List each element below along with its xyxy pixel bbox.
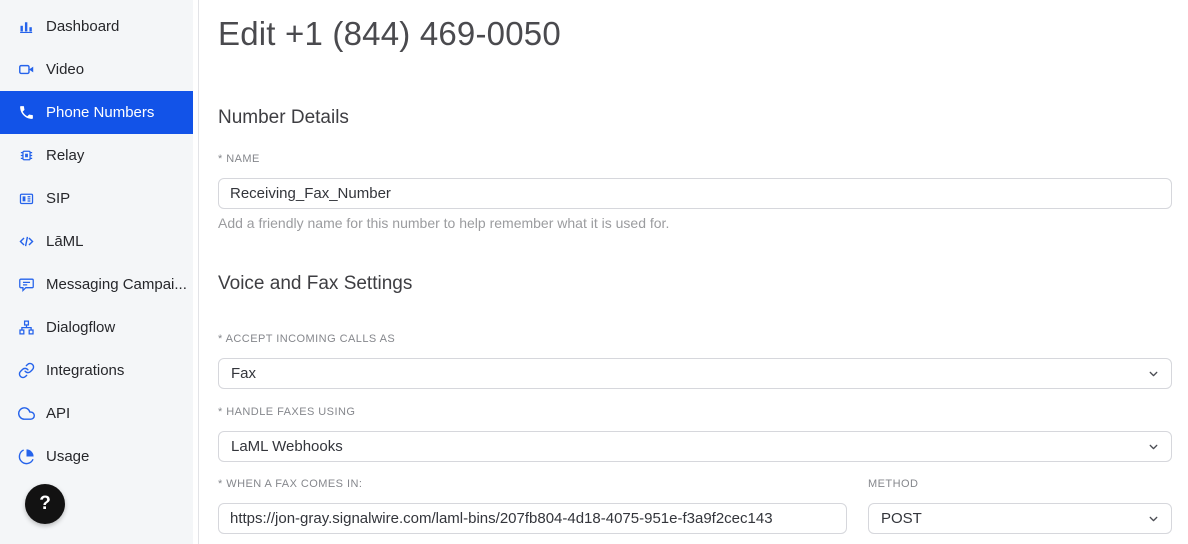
sidebar-item-laml[interactable] xyxy=(0,220,193,263)
link-icon xyxy=(18,362,35,379)
bar-chart-icon xyxy=(18,18,35,35)
pie-chart-icon xyxy=(18,448,35,465)
accept-incoming-value: Fax xyxy=(231,365,257,382)
chevron-down-icon xyxy=(1147,440,1160,453)
method-select[interactable] xyxy=(868,503,1172,534)
chevron-down-icon xyxy=(1147,367,1160,380)
sidebar-item-relay[interactable] xyxy=(0,134,193,177)
sidebar-item-video[interactable] xyxy=(0,48,193,91)
chat-bubble-icon xyxy=(18,276,35,293)
main-content xyxy=(199,0,1188,544)
sidebar-item-label: LāML xyxy=(46,233,84,250)
accept-incoming-label: * ACCEPT INCOMING CALLS AS xyxy=(218,333,396,345)
sidebar-item-label: Dashboard xyxy=(46,18,120,35)
sidebar-item-phone-numbers[interactable] xyxy=(0,91,193,134)
method-label: METHOD xyxy=(868,478,919,490)
accept-incoming-select[interactable] xyxy=(218,358,1172,389)
name-input[interactable] xyxy=(218,178,1172,209)
handle-faxes-select[interactable] xyxy=(218,431,1172,462)
sidebar-item-label: Integrations xyxy=(46,362,125,379)
sidebar-item-label: SIP xyxy=(46,190,71,207)
sidebar-item-label: Video xyxy=(46,61,85,78)
name-helper-text: Add a friendly name for this number to help remember what it is used for. xyxy=(218,215,670,231)
sidebar-item-label: Usage xyxy=(46,448,90,465)
name-label: * NAME xyxy=(218,153,260,165)
sidebar-item-dashboard[interactable] xyxy=(0,5,193,48)
method-value: POST xyxy=(881,510,922,527)
handle-faxes-value: LaML Webhooks xyxy=(231,438,343,455)
sidebar-item-label: Phone Numbers xyxy=(46,104,155,121)
cloud-icon xyxy=(18,405,35,422)
fax-comes-in-label: * WHEN A FAX COMES IN: xyxy=(218,478,363,490)
sidebar-item-sip[interactable] xyxy=(0,177,193,220)
sidebar-item-messaging-campaigns[interactable] xyxy=(0,263,193,306)
sidebar-item-label: Dialogflow xyxy=(46,319,116,336)
sidebar-item-label: Messaging Campai... xyxy=(46,276,187,293)
sidebar-item-integrations[interactable] xyxy=(0,349,193,392)
question-mark-icon: ? xyxy=(39,493,51,514)
sidebar-item-label: API xyxy=(46,405,71,422)
sidebar-item-api[interactable] xyxy=(0,392,193,435)
fax-webhook-url-input[interactable] xyxy=(218,503,847,534)
chip-icon xyxy=(18,147,35,164)
sidebar xyxy=(0,0,193,544)
page-title: Edit +1 (844) 469-0050 xyxy=(218,15,561,52)
sitemap-icon xyxy=(18,319,35,336)
code-icon xyxy=(18,233,35,250)
sidebar-item-dialogflow[interactable] xyxy=(0,306,193,349)
sidebar-item-label: Relay xyxy=(46,147,85,164)
voice-fax-heading: Voice and Fax Settings xyxy=(218,273,413,294)
handle-faxes-label: * HANDLE FAXES USING xyxy=(218,406,356,418)
sidebar-item-usage[interactable] xyxy=(0,435,193,478)
phone-icon xyxy=(18,104,35,121)
chevron-down-icon xyxy=(1147,512,1160,525)
video-camera-icon xyxy=(18,61,35,78)
number-details-heading: Number Details xyxy=(218,107,349,128)
help-button[interactable] xyxy=(25,484,65,524)
desk-phone-icon xyxy=(18,190,35,207)
